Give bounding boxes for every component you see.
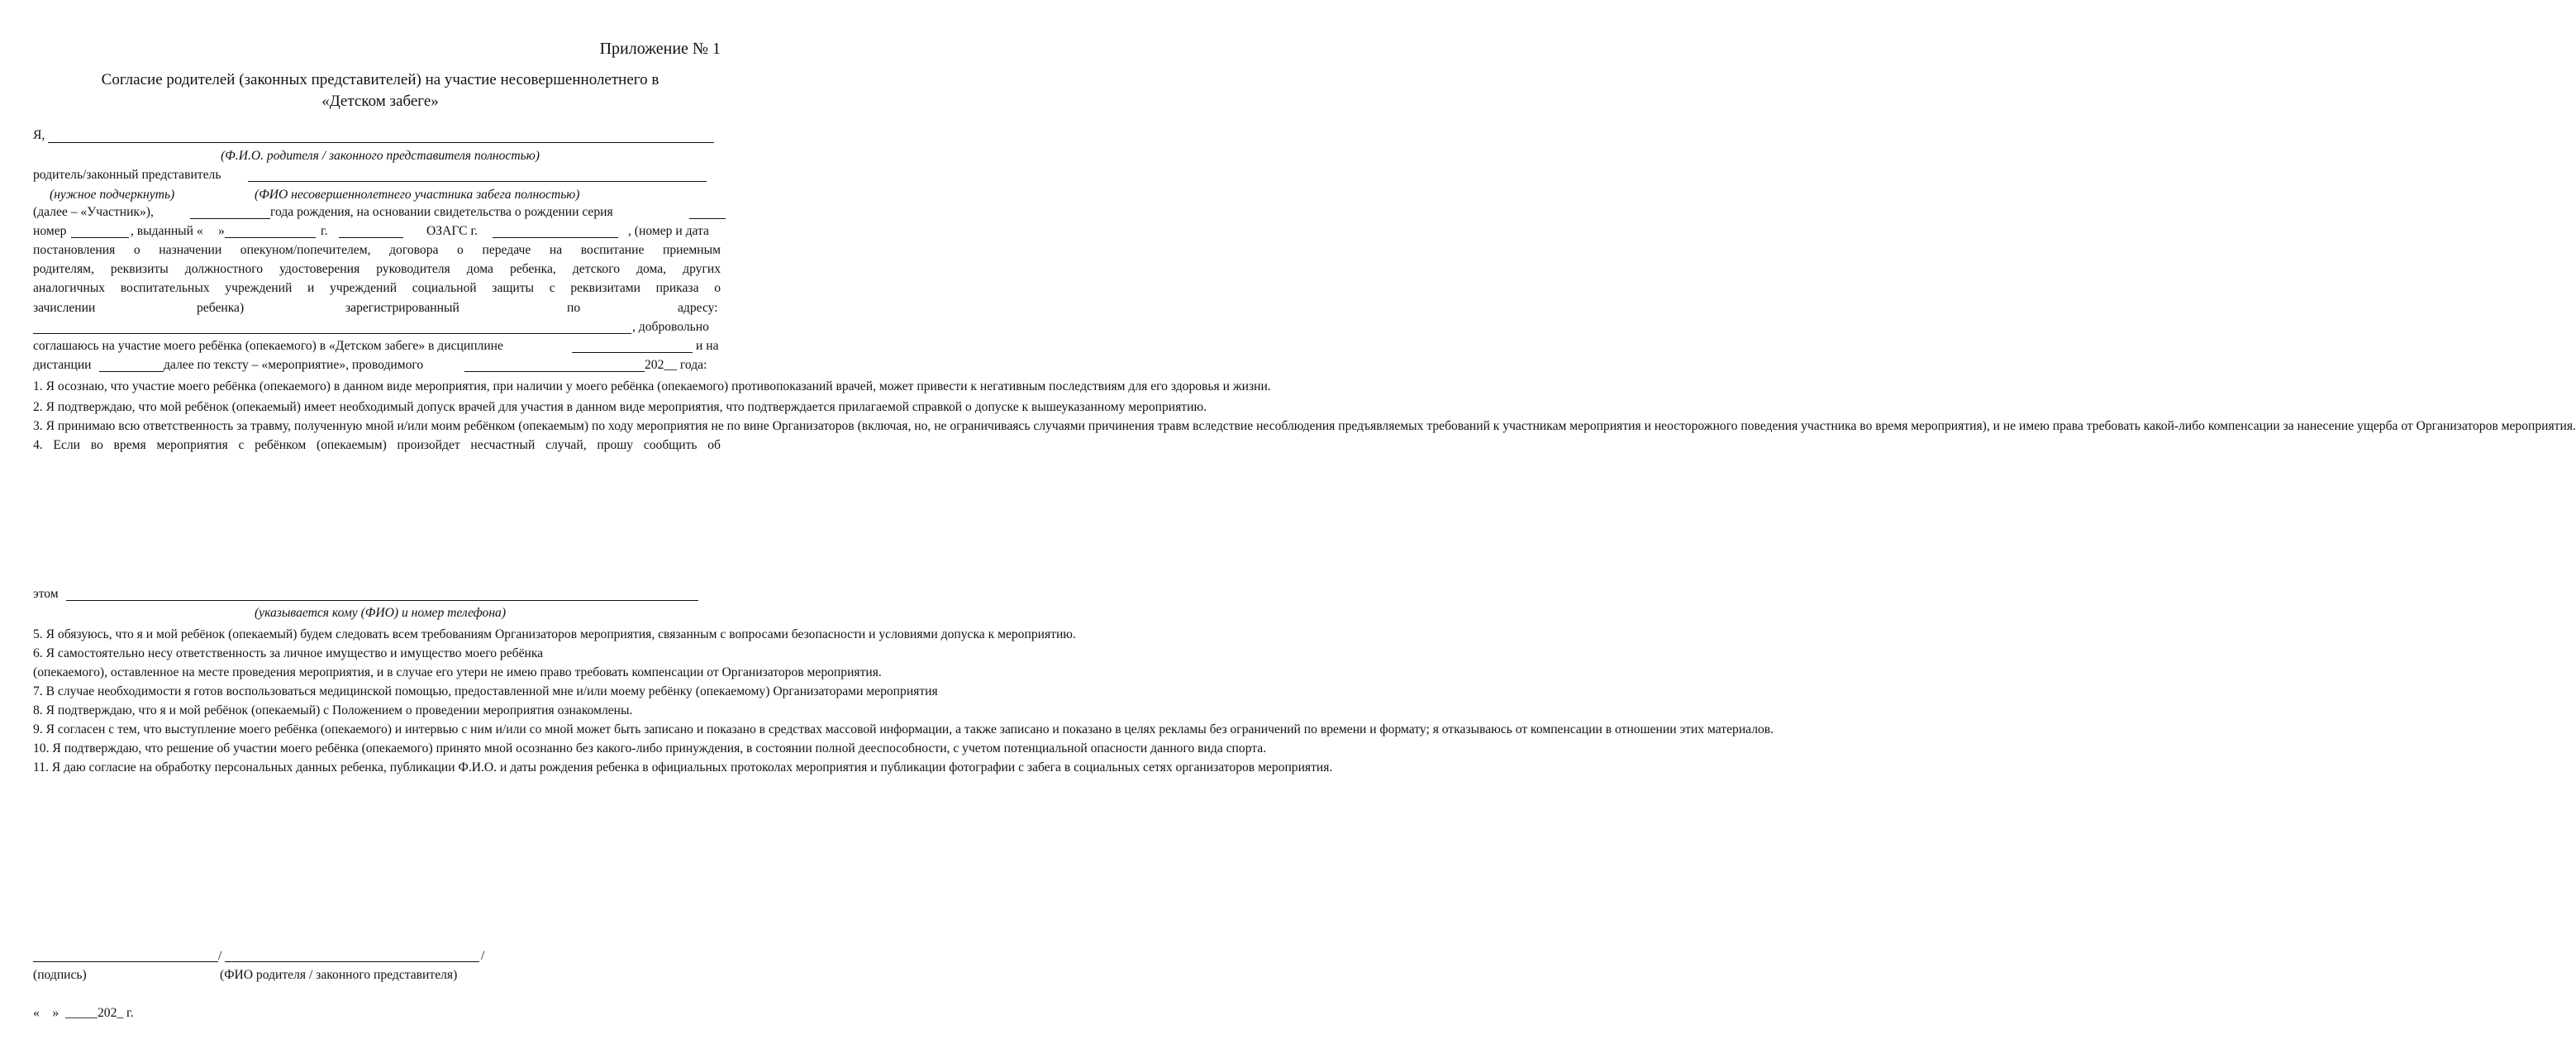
g-label: г. (321, 224, 328, 238)
clause-2: 2. Я подтверждаю, что мой ребёнок (опекаемый) имеет необходимый допуск врачей для участия в данном виде мероприятия, что подтверждается прилагаемой справкой о допуске к вышеуказанному мероприятию. (33, 400, 1207, 414)
annex-number: Приложение № 1 (599, 40, 721, 58)
address-field[interactable] (33, 333, 631, 334)
fio-slash: / (481, 949, 485, 963)
and-on-text: и на (696, 339, 719, 353)
zags-label: ОЗАГС г. (426, 224, 478, 238)
signature-label: (подпись) (33, 968, 87, 982)
guardian-text-line3: аналогичных воспитательных учреждений и учреждений социальной защиты с реквизитами приказа о (33, 281, 721, 295)
parent-label: родитель/законный представитель (33, 168, 221, 182)
address-word-4: по (567, 301, 581, 315)
clause-8: 8. Я подтверждаю, что я и мой ребёнок (опекаемый) с Положением о проведении мероприятия ознакомлены. (33, 703, 633, 717)
guardian-text-line1: постановления о назначении опекуном/попечителем, договора о передаче на воспитание приемным (33, 243, 721, 257)
discipline-field[interactable] (572, 352, 693, 353)
distance-label: дистанции (33, 358, 92, 372)
fio-sign-label: (ФИО родителя / законного представителя) (220, 968, 458, 982)
parent-name-field[interactable] (48, 142, 714, 143)
distance-field[interactable] (99, 371, 164, 372)
address-word-3: зарегистрированный (345, 301, 459, 315)
address-word-5: адресу: (678, 301, 718, 315)
certificate-series-field[interactable] (689, 218, 726, 219)
underline-hint: (нужное подчеркнуть) (50, 188, 175, 202)
clause-7: 7. В случае необходимости я готов воспользоваться медицинской помощью, предоставленной мне и/или моему ребёнку (опекаемому) Организаторами мероприятия (33, 684, 938, 698)
document-title: Согласие родителей (законных представителей) на участие несовершеннолетнего в (101, 71, 659, 88)
voluntary-text: , добровольно (632, 320, 709, 334)
certificate-number-field[interactable] (71, 237, 129, 238)
zags-city-field[interactable] (493, 237, 618, 238)
clause-3: 3. Я принимаю всю ответственность за травму, полученную мной и/или моим ребёнком (опекаемым) по ходу мероприятия не по вине Организаторов (включая, но, не ограничиваясь случаями причинения травм вследствие несоблюдения предъявляемых требований к участникам мероприятия и неосторожного поведения участника во время мероприятия), и не имею права требовать какой-либо компенсации за нанесение ущерба от Организаторов мероприятия. (33, 419, 2576, 433)
parent-name-hint: (Ф.И.О. родителя / законного представителя полностью) (221, 149, 540, 163)
clause-9: 9. Я согласен с тем, что выступление моего ребёнка (опекаемого) и интервью с ним и/или со мной может быть записано и показано в средствах массовой информации, а также записано и показано в целях рекламы без ограничений по времени и формату; я отказываюсь от компенсации в отношении этих материалов. (33, 722, 1774, 736)
number-date-text: , (номер и дата (628, 224, 709, 238)
child-name-field[interactable] (248, 181, 707, 182)
event-date-field[interactable] (464, 371, 645, 372)
issue-year-field[interactable] (339, 237, 403, 238)
signature-field[interactable] (33, 961, 218, 962)
birth-year-text: года рождения, на основании свидетельства о рождении серия (270, 205, 613, 219)
ya-label: Я, (33, 128, 45, 142)
signature-slash: / (218, 949, 222, 963)
parent-fio-sign-field[interactable] (225, 961, 479, 962)
year-text: 202__ года: (645, 358, 707, 372)
issue-date-field[interactable] (225, 237, 316, 238)
agree-text: соглашаюсь на участие моего ребёнка (опекаемого) в «Детском забеге» в дисциплине (33, 339, 503, 353)
address-word-1: зачислении (33, 301, 96, 315)
issued-label: , выданный « (131, 224, 203, 238)
contact-hint: (указывается кому (ФИО) и номер телефона) (254, 606, 507, 620)
participant-prefix: (далее – «Участник»), (33, 205, 154, 219)
document-title-line2: «Детском забеге» (321, 93, 439, 110)
address-word-2: ребенка) (197, 301, 245, 315)
clause-11: 11. Я даю согласие на обработку персональных данных ребенка, публикации Ф.И.О. и даты рождения ребенка в официальных протоколах мероприятия и публикации фотографии с забега в социальных сетях организаторов мероприятия. (33, 760, 1333, 774)
guardian-text-line2: родителям, реквизиты должностного удостоверения руководителя дома ребенка, детского дома, других (33, 262, 721, 276)
number-label: номер (33, 224, 67, 238)
clause-10: 10. Я подтверждаю, что решение об участии моего ребёнка (опекаемого) принято мной осознанно без какого-либо принуждения, в состоянии полной дееспособности, с учетом потенциальной опасности данного вида спорта. (33, 741, 1267, 755)
clause-4-this: этом (33, 587, 59, 601)
birth-year-field[interactable] (190, 218, 270, 219)
clauses-block-2 (33, 625, 1774, 777)
event-text: далее по тексту – «мероприятие», проводимого (164, 358, 424, 372)
clause-6-line1: 6. Я самостоятельно несу ответственность за личное имущество и имущество моего ребёнка (33, 646, 544, 660)
clause-4: 4. Если во время мероприятия с ребёнком (опекаемым) произойдет несчастный случай, прошу сообщить об (33, 438, 721, 452)
clause-5: 5. Я обязуюсь, что я и мой ребёнок (опекаемый) будем следовать всем требованиям Организаторов мероприятия, связанным с вопросами безопасности и условиями допуска к мероприятию. (33, 627, 1076, 641)
quote-close: » (218, 224, 225, 238)
clause-1: 1. Я осознаю, что участие моего ребёнка (опекаемого) в данном виде мероприятия, при наличии у моего ребёнка (опекаемого) противопоказаний врачей, может привести к негативным последствиям для его здоровья и жизни. (33, 379, 1271, 393)
child-name-hint: (ФИО несовершеннолетнего участника забега полностью) (255, 188, 580, 202)
clause-6: (опекаемого), оставленное на месте проведения мероприятия, и в случае его утери не имею право требовать компенсации от Организаторов мероприятия. (33, 665, 882, 679)
emergency-contact-field[interactable] (66, 600, 698, 601)
clauses-block (33, 377, 2576, 455)
date-line[interactable]: « » _____202_ г. (33, 1006, 134, 1020)
